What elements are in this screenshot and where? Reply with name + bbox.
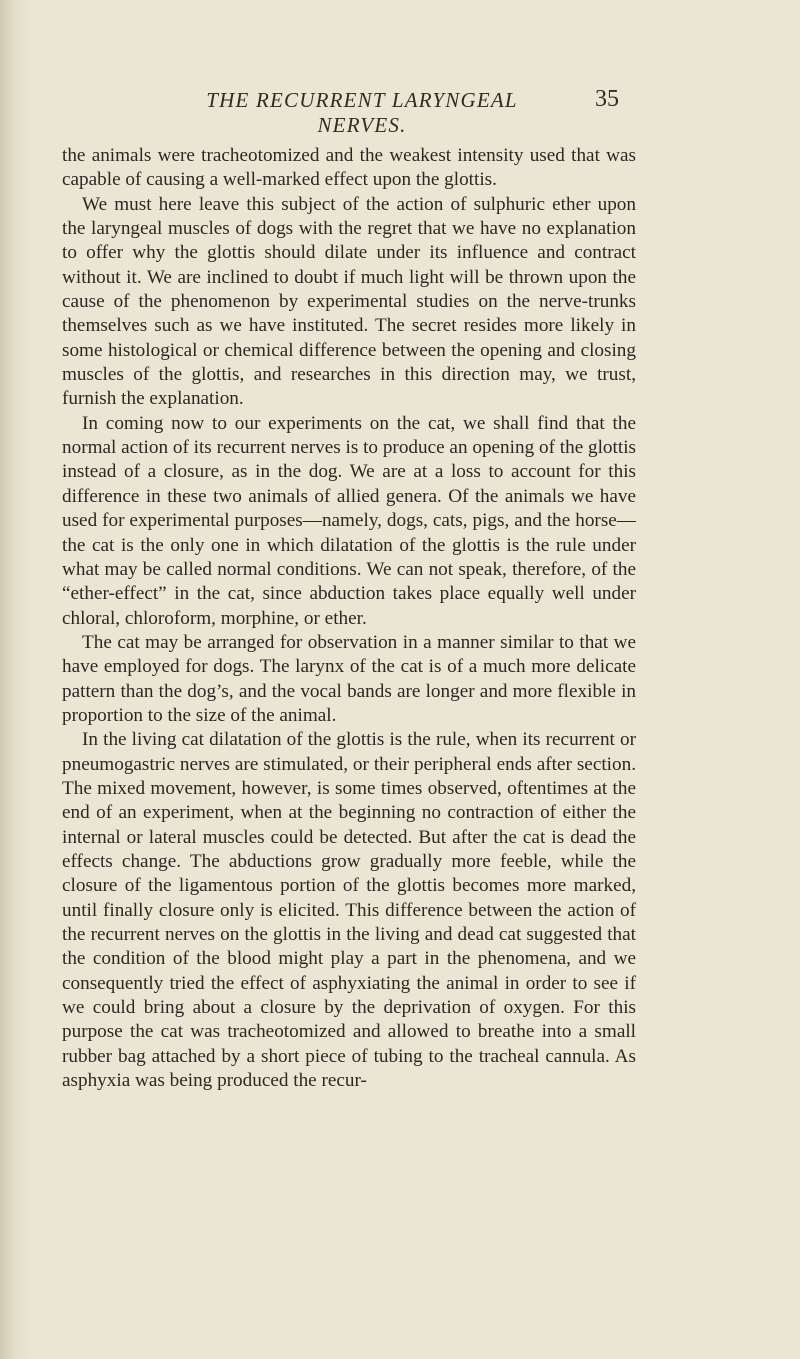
body-text (62, 144, 636, 1093)
running-head (0, 86, 800, 137)
running-title: THE RECURRENT LARYNGEAL NERVES. (206, 88, 518, 137)
paragraph-cat-experiments: In coming now to our experiments on the cat, we shall find that the normal action of its recurrent nerves is to produce an opening of the glottis instead of a closure, as in the dog. We are at a loss to account for this difference in these two animals of allied genera. Of the animals we have used for experimental purposes—namely, dogs, cats, pigs, and the horse—the cat is the only one in which dilatation of the glottis is the rule under what may be called normal conditions. We can not speak, therefore, of the “ether-effect” in the cat, since abduction takes place equally well under chloral, chloroform, morphine, or ether. (62, 412, 636, 629)
paragraph-living-cat: In the living cat dilatation of the glottis is the rule, when its recurrent or pneumogastric nerves are stimulated, or their peripheral ends after section. The mixed movement, however, is some times observed, oftentimes at the end of an experiment, when at the beginning no contraction of either the internal or lateral muscles could be detected. But after the cat is dead the effects change. The abductions grow gradually more feeble, while the closure of the ligamentous portion of the glottis becomes more marked, until finally closure only is elicited. This difference between the action of the recurrent nerves on the glottis in the living and dead cat suggested that the condition of the blood might play a part in the phenomena, and we consequently tried the effect of asphyxiating the animal in order to see if we could bring about a closure by the deprivation of oxygen. For this purpose the cat was tracheotomized and allowed to breathe into a small rubber bag attached by a short piece of tubing to the tracheal cannula. As asphyxia was being produced the recur- (62, 729, 636, 1092)
paragraph-cat-arrangement: The cat may be arranged for observation in a manner similar to that we have employed for dogs. The larynx of the cat is of a much more delicate pattern than the dog’s, and the vocal bands are longer and more flexible in proportion to the size of the animal. (62, 631, 636, 726)
paragraph-continuation: the animals were tracheotomized and the weakest intensity used that was capable of causing a well-marked effect upon the glottis. (62, 145, 636, 191)
page-number: 35 (595, 86, 619, 112)
paragraph-ether-action: We must here leave this subject of the action of sulphuric ether upon the laryngeal muscles of dogs with the regret that we have no explanation to offer why the glottis should dilate under its influence and contract without it. We are inclined to doubt if much light will be thrown upon the cause of the phenomenon by experimental studies on the nerve-trunks themselves such as we have instituted. The secret resides more likely in some histological or chemical difference between the opening and closing muscles of the glottis, and researches in this direction may, we trust, furnish the explanation. (62, 193, 636, 410)
